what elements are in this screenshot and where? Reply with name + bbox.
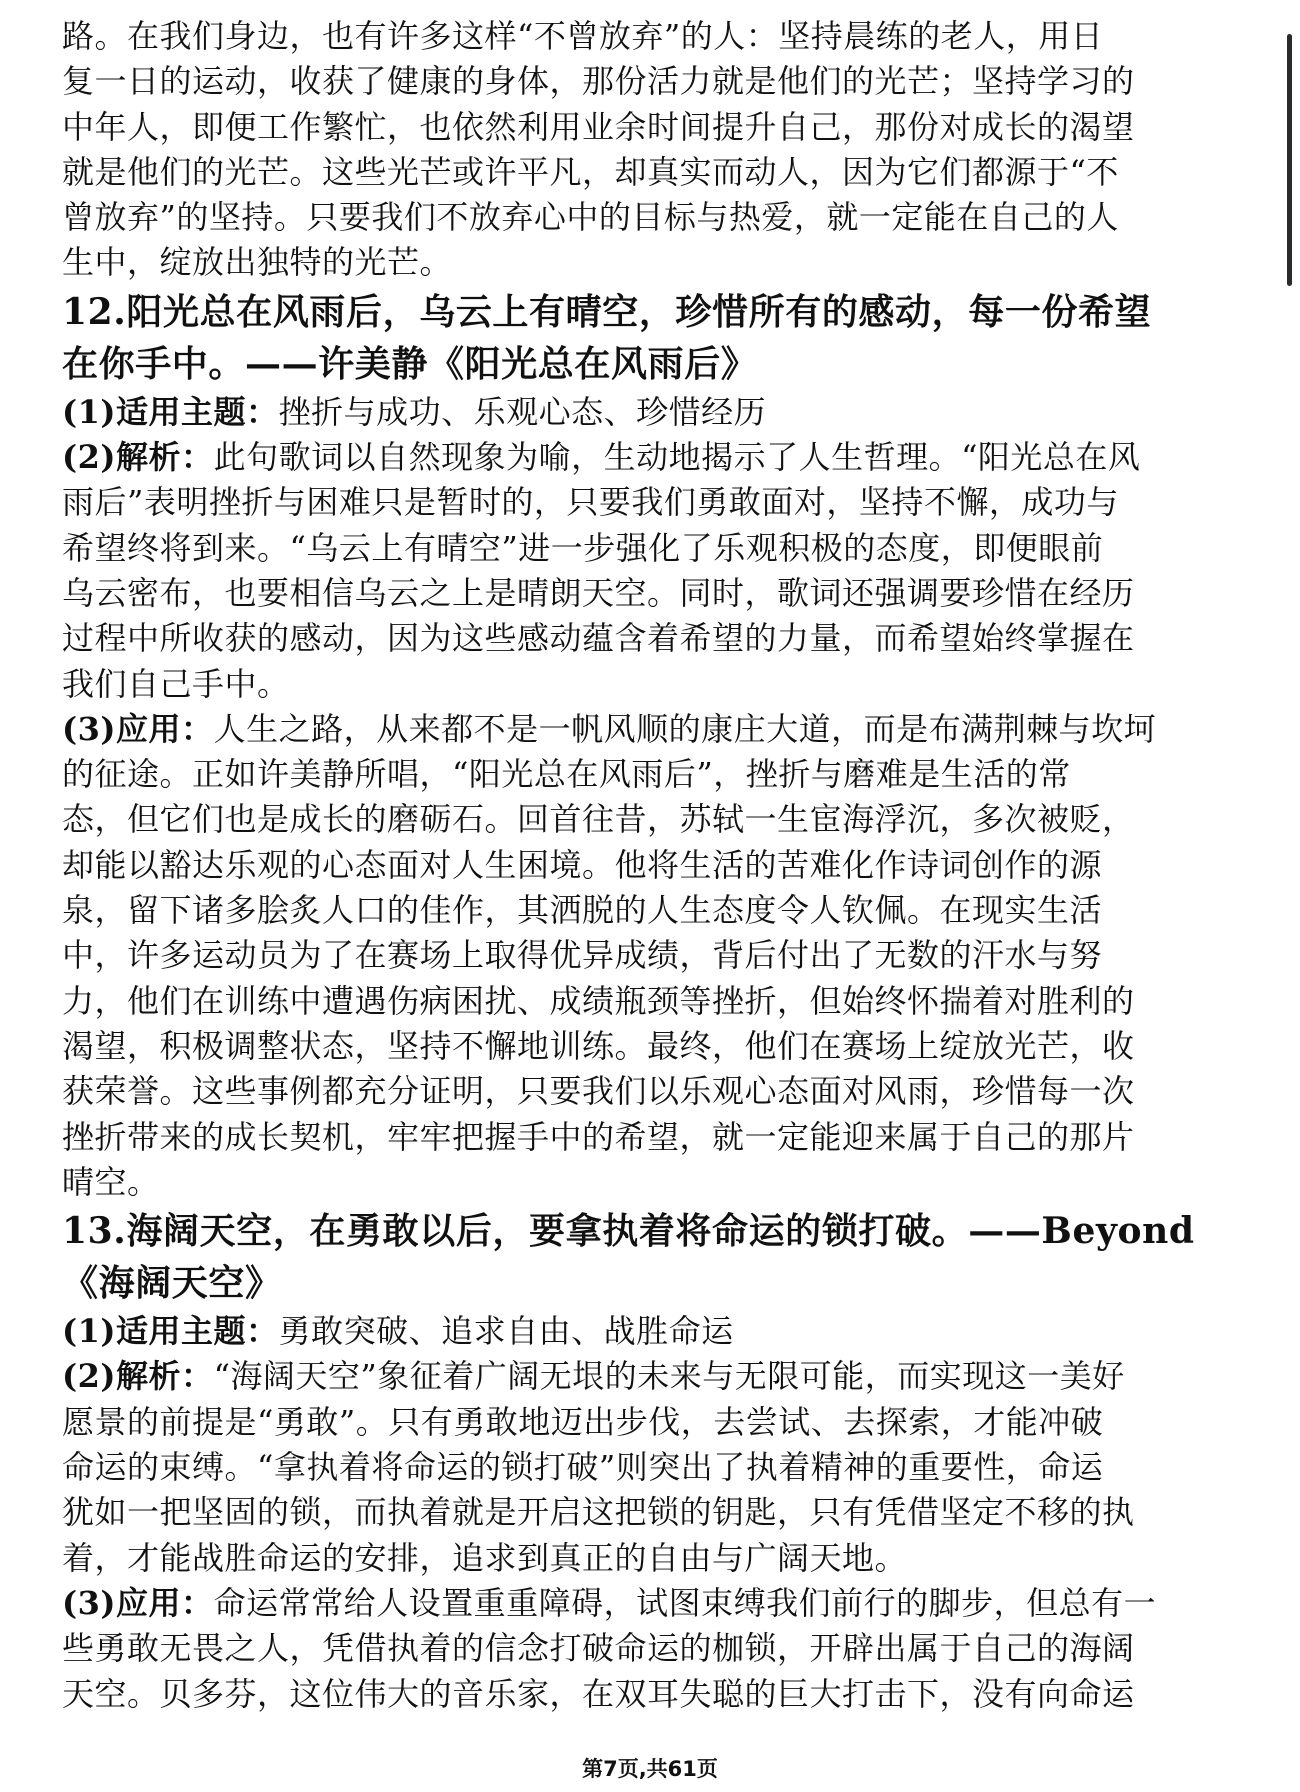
analysis-line [62,1354,1242,1399]
application-line [62,1581,1242,1626]
section-title-line: 《海阔天空》 [62,1262,282,1305]
theme-line [62,390,1242,435]
theme-text: 挫折与成功、乐观心态、珍惜经历 [278,392,767,431]
analysis-label: (2)解析： [62,1357,214,1396]
text-line: 生中，绽放出独特的光芒。 [62,243,453,282]
text-line: 却能以豁达乐观的心态面对人生困境。他将生活的苦难化作诗词创作的源 [62,845,1103,884]
document-page [62,14,1242,1717]
text-line: 着，才能战胜命运的安排，追求到真正的自由与广阔天地。 [62,1538,908,1577]
text-line: 犹如一把坚固的锁，而执着就是开启这把锁的钥匙，只有凭借坚定不移的执 [62,1493,1135,1532]
text-line: 泉，留下诸多脍炙人口的佳作，其洒脱的人生态度令人钦佩。在现实生活 [62,891,1103,930]
text-line: 态，但它们也是成长的磨砺石。回首往昔，苏轼一生宦海浮沉，多次被贬， [62,800,1135,839]
analysis-line [62,435,1242,480]
theme-line [62,1309,1242,1354]
text-line: 中，许多运动员为了在赛场上取得优异成绩，背后付出了无数的汗水与努 [62,936,1103,975]
page-number: 第7页,共61页 [582,1757,718,1781]
text-line: 晴空。 [62,1162,160,1201]
text-line: 挫折带来的成长契机，牢牢把握手中的希望，就一定能迎来属于自己的那片 [62,1117,1135,1156]
text-line: 复一日的运动，收获了健康的身体，那份活力就是他们的光芒；坚持学习的 [62,62,1135,101]
application-text: 命运常常给人设置重重障碍，试图束缚我们前行的脚步，但总有一 [213,1583,1157,1622]
section-title-line: 12.阳光总在风雨后，乌云上有晴空，珍惜所有的感动，每一份希望 [62,290,1152,333]
text-line: 渴望，积极调整状态，坚持不懈地训练。最终，他们在赛场上绽放光芒，收 [62,1026,1135,1065]
text-line: 获荣誉。这些事例都充分证明，只要我们以乐观心态面对风雨，珍惜每一次 [62,1072,1135,1111]
application-line [62,707,1242,752]
scrollbar[interactable] [1287,34,1292,286]
analysis-text: 此句歌词以自然现象为喻，生动地揭示了人生哲理。“阳光总在风 [213,438,1141,477]
text-line: 愿景的前提是“勇敢”。只有勇敢地迈出步伐，去尝试、去探索，才能冲破 [62,1402,1104,1441]
text-line: 希望终将到来。“乌云上有晴空”进一步强化了乐观积极的态度，即便眼前 [62,528,1104,567]
text-line: 路。在我们身边，也有许多这样“不曾放弃”的人：坚持晨练的老人，用日 [62,17,1104,55]
text-line: 就是他们的光芒。这些光芒或许平凡，却真实而动人，因为它们都源于“不 [62,152,1119,191]
intro-paragraph [62,14,1242,286]
section-title-line: 13.海阔天空，在勇敢以后，要拿执着将命运的锁打破。——Beyond [62,1210,1195,1253]
text-line: 些勇敢无畏之人，凭借执着的信念打破命运的枷锁，开辟出属于自己的海阔 [62,1629,1135,1668]
text-line: 曾放弃”的坚持。只要我们不放弃心中的目标与热爱，就一定能在自己的人 [62,198,1119,237]
text-line: 命运的束缚。“拿执着将命运的锁打破”则突出了执着精神的重要性，命运 [62,1448,1104,1487]
application-label: (3)应用： [62,1583,214,1622]
text-line: 的征途。正如许美静所唱，“阳光总在风雨后”，挫折与磨难是生活的常 [62,755,1071,794]
section-13 [62,1205,1242,1717]
application-label: (3)应用： [62,709,214,748]
theme-label: (1)适用主题： [62,1312,279,1351]
theme-label: (1)适用主题： [62,392,279,431]
analysis-label: (2)解析： [62,438,214,477]
application-text: 人生之路，从来都不是一帆风顺的康庄大道，而是布满荆棘与坎坷 [213,709,1157,748]
section-title-line: 在你手中。——许美静《阳光总在风雨后》 [62,342,758,385]
text-line: 雨后”表明挫折与困难只是暂时的，只要我们勇敢面对，坚持不懈，成功与 [62,483,1119,522]
text-line: 力，他们在训练中遭遇伤病困扰、成绩瓶颈等挫折，但始终怀揣着对胜利的 [62,981,1135,1020]
text-line: 中年人，即便工作繁忙，也依然利用业余时间提升自己，那份对成长的渴望 [62,107,1135,146]
theme-text: 勇敢突破、追求自由、战胜命运 [278,1312,734,1351]
text-line: 乌云密布，也要相信乌云之上是晴朗天空。同时，歌词还强调要珍惜在经历 [62,573,1135,612]
section-12 [62,286,1242,1205]
text-line: 天空。贝多芬，这位伟大的音乐家，在双耳失聪的巨大打击下，没有向命运 [62,1674,1135,1713]
analysis-text: “海阔天空”象征着广阔无垠的未来与无限可能，而实现这一美好 [213,1357,1125,1396]
text-line: 我们自己手中。 [62,664,290,703]
text-line: 过程中所收获的感动，因为这些感动蕴含着希望的力量，而希望始终掌握在 [62,619,1135,658]
